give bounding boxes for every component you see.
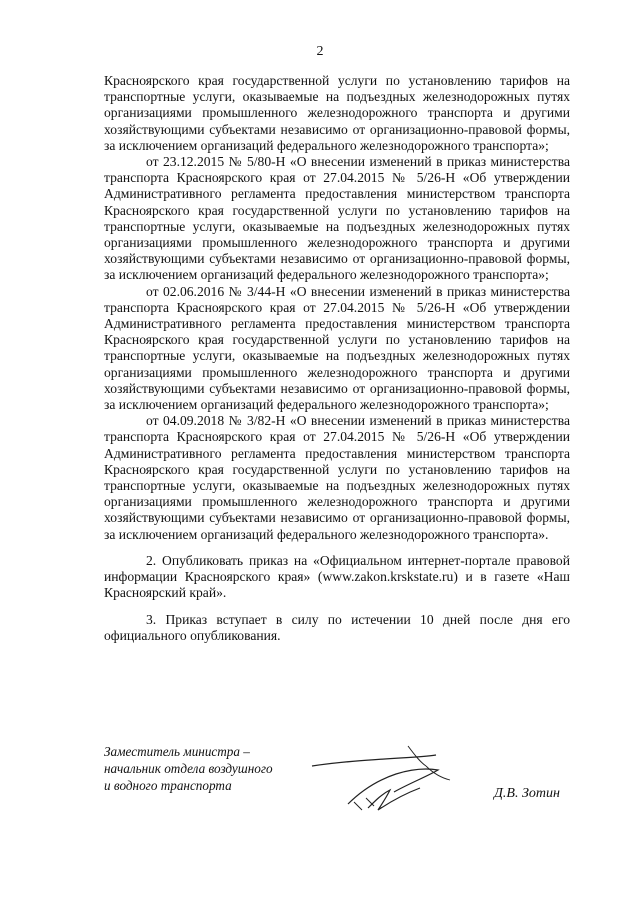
paragraph-item-2: 2. Опубликовать приказ на «Официальном интернет-портале правовой информации Красноярского края» (www.zakon.krskstate.ru) и в газете «Наш Красноярский край». [104,552,570,601]
document-body [104,73,570,644]
paragraph-item-3: 3. Приказ вступает в силу по истечении 10 дней после дня его официального опубликования. [104,611,570,643]
paragraph-order-2018-09-04: от 04.09.2018 № 3/82-Н «О внесении изменений в приказ министерства транспорта Красноярского края от 27.04.2015 № 5/26-Н «Об утверждении Административного регламента предоставления министерством транспорта Красноярского края государственной услуги по установлению тарифов на транспортные услуги, оказываемые на подъездных железнодорожных путях организациями промышленного железнодорожного транспорта и другими хозяйствующими субъектами независимо от организационно-правовой формы, за исключением организаций федерального железнодорожного транспорта». [104,413,570,542]
paragraph-order-2016-06-02: от 02.06.2016 № 3/44-Н «О внесении изменений в приказ министерства транспорта Красноярского края от 27.04.2015 № 5/26-Н «Об утверждении Административного регламента предоставления министерством транспорта Красноярского края государственной услуги по установлению тарифов на транспортные услуги, оказываемые на подъездных железнодорожных путях организациями промышленного железнодорожного транспорта и другими хозяйствующими субъектами независимо от организационно-правовой формы, за исключением организаций федерального железнодорожного транспорта»; [104,283,570,413]
signatory-name: Д.В. Зотин [494,786,560,801]
handwritten-signature [308,744,458,816]
paragraph-continuation: Красноярского края государственной услуги по установлению тарифов на транспортные услуги, оказываемые на подъездных железнодорожных путях организациями промышленного железнодорожного транспорта и другими хозяйствующими субъектами независимо от организационно-правовой формы, за исключением организаций федерального железнодорожного транспорта»; [104,73,570,153]
signatory-title [104,743,304,794]
page-number: 2 [316,44,324,59]
signatory-line-2: начальник отдела воздушного [104,761,273,776]
signatory-line-1: Заместитель министра – [104,744,250,759]
paragraph-order-2015-12-23: от 23.12.2015 № 5/80-Н «О внесении изменений в приказ министерства транспорта Красноярского края от 27.04.2015 № 5/26-Н «Об утверждении Административного регламента предоставления министерством транспорта Красноярского края государственной услуги по установлению тарифов на транспортные услуги, оказываемые на подъездных железнодорожных путях организациями промышленного железнодорожного транспорта и другими хозяйствующими субъектами независимо от организационно-правовой формы, за исключением организаций федерального железнодорожного транспорта»; [104,154,570,283]
signatory-line-3: и водного транспорта [104,778,232,793]
